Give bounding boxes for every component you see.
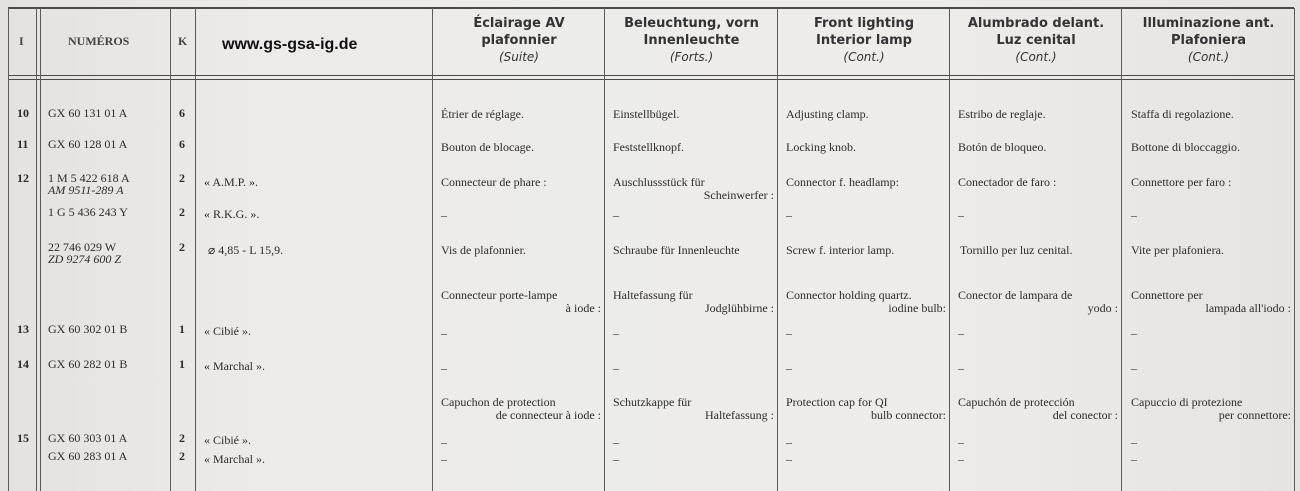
quantity: 2 — [179, 449, 185, 463]
row-index: 14 — [17, 357, 29, 371]
header-en — [779, 15, 949, 66]
col-rule-left — [8, 8, 9, 491]
row-index: 10 — [17, 106, 29, 120]
desc-en: Connector f. headlamp: — [786, 175, 899, 189]
variant: « A.M.P. ». — [204, 175, 259, 189]
desc-it: Bottone di bloccaggio. — [1131, 140, 1240, 154]
quantity: 2 — [179, 240, 185, 254]
part-number: GX 60 303 01 A — [48, 431, 128, 445]
desc-it: Staffa di regolazione. — [1131, 107, 1234, 121]
variant: « Marchal ». — [204, 452, 265, 466]
header-it — [1123, 15, 1294, 66]
dash-es: – — [958, 452, 964, 466]
desc-de-line2: Haltefassung : — [705, 408, 774, 422]
desc-es: Botón de bloqueo. — [958, 140, 1047, 154]
dash-es: – — [958, 361, 964, 375]
desc-fr: Connecteur de phare : — [441, 175, 547, 189]
desc-es-line2: del conector : — [1052, 408, 1118, 422]
header-it-sub: (Cont.) — [1187, 50, 1230, 64]
desc-en-line2: bulb connector: — [871, 408, 946, 422]
dash-it: – — [1131, 326, 1137, 340]
desc-it: Vite per plafoniera. — [1131, 243, 1224, 257]
header-it-line2: Plafoniera — [1170, 33, 1247, 48]
part-number: 1 M 5 422 618 A — [48, 171, 130, 185]
dash-de: – — [613, 452, 619, 466]
header-de-line1: Beleuchtung, vorn — [624, 16, 759, 31]
desc-de: Auschlussstück für — [613, 175, 705, 189]
dash-de: – — [613, 435, 619, 449]
desc-fr: Connecteur porte-lampe — [441, 288, 558, 302]
desc-fr: Bouton de blocage. — [441, 140, 534, 154]
header-bottom-rule — [8, 75, 1294, 80]
header-fr-line1: Éclairage AV — [473, 16, 565, 31]
variant: « Cibié ». — [204, 433, 251, 447]
part-number: GX 60 283 01 A — [48, 449, 128, 463]
desc-en-line2: iodine bulb: — [888, 301, 946, 315]
part-number: GX 60 128 01 A — [48, 137, 128, 151]
desc-it: Capuccio di protezione — [1131, 395, 1243, 409]
desc-en: Locking knob. — [786, 140, 856, 154]
variant: « Marchal ». — [204, 359, 265, 373]
desc-es: Conectador de faro : — [958, 175, 1057, 189]
part-number: GX 60 282 01 B — [48, 357, 128, 371]
part-number-alt: ZD 9274 600 Z — [48, 252, 122, 266]
dash-es: – — [958, 208, 964, 222]
desc-es-line2: yodo : — [1087, 301, 1118, 315]
desc-es: Estribo de reglaje. — [958, 107, 1046, 121]
desc-it: Connettore per — [1131, 288, 1203, 302]
col-rule-es — [1121, 8, 1122, 491]
row-index: 12 — [17, 171, 29, 185]
header-es-line1: Alumbrado delant. — [967, 16, 1105, 31]
table-top-rule — [8, 7, 1294, 9]
dash-en: – — [786, 452, 792, 466]
header-numbers: NUMÉROS — [68, 34, 130, 48]
part-number: GX 60 131 01 A — [48, 106, 128, 120]
col-rule-k — [195, 8, 196, 491]
dash-es: – — [958, 326, 964, 340]
header-fr — [434, 15, 604, 66]
desc-en: Protection cap for QI — [786, 395, 888, 409]
row-index: 13 — [17, 322, 29, 336]
dash-fr: – — [441, 435, 447, 449]
quantity: 6 — [179, 137, 185, 151]
dash-it: – — [1131, 361, 1137, 375]
header-k: K — [178, 34, 188, 48]
header-de-sub: (Forts.) — [669, 50, 714, 64]
part-number: GX 60 302 01 B — [48, 322, 128, 336]
header-es — [951, 15, 1121, 66]
desc-it: Connettore per faro : — [1131, 175, 1232, 189]
desc-es: Conector de lampara de — [958, 288, 1073, 302]
dash-en: – — [786, 326, 792, 340]
variant: « Cibié ». — [204, 324, 251, 338]
dash-en: – — [786, 435, 792, 449]
desc-fr: Capuchon de protection — [441, 395, 556, 409]
dash-fr: – — [441, 326, 447, 340]
header-de — [606, 15, 777, 66]
dash-fr: – — [441, 361, 447, 375]
quantity: 1 — [179, 322, 185, 336]
row-index: 15 — [17, 431, 29, 445]
part-number: 1 G 5 436 243 Y — [48, 205, 128, 219]
col-rule-index — [36, 8, 41, 491]
col-rule-variant — [432, 8, 433, 491]
quantity: 1 — [179, 357, 185, 371]
desc-en: Connector holding quartz. — [786, 288, 912, 302]
desc-de: Schutzkappe für — [613, 395, 692, 409]
col-rule-de — [777, 8, 778, 491]
header-es-line2: Luz cenital — [996, 33, 1076, 48]
dash-it: – — [1131, 452, 1137, 466]
col-rule-fr — [604, 8, 605, 491]
desc-fr-line2: à iode : — [565, 301, 601, 315]
desc-fr: Vis de plafonnier. — [441, 243, 526, 257]
quantity: 2 — [179, 171, 185, 185]
dash-it: – — [1131, 435, 1137, 449]
col-rule-numbers — [170, 8, 171, 491]
header-en-line1: Front lighting — [813, 16, 915, 31]
dash-es: – — [958, 435, 964, 449]
desc-es: Capuchón de protección — [958, 395, 1075, 409]
desc-de: Schraube für Innenleuchte — [613, 243, 740, 257]
header-en-sub: (Cont.) — [843, 50, 885, 64]
desc-it-line2: lampada all'iodo : — [1205, 301, 1291, 315]
dash-en: – — [786, 208, 792, 222]
header-index: I — [19, 34, 24, 48]
desc-en: Adjusting clamp. — [786, 107, 869, 121]
part-number-alt: AM 9511-289 A — [48, 183, 124, 197]
header-fr-line2: plafonnier — [481, 33, 557, 48]
quantity: 2 — [179, 431, 185, 445]
header-it-line1: Illuminazione ant. — [1142, 16, 1275, 31]
desc-es: Tornillo per luz cenital. — [960, 243, 1073, 257]
dash-en: – — [786, 361, 792, 375]
desc-de: Haltefassung für — [613, 288, 693, 302]
header-fr-sub: (Suite) — [498, 50, 539, 64]
watermark-url: www.gs-gsa-ig.de — [222, 36, 358, 53]
header-en-line2: Interior lamp — [816, 33, 912, 48]
quantity: 6 — [179, 106, 185, 120]
col-rule-right — [1294, 8, 1295, 491]
variant: « R.K.G. ». — [204, 207, 260, 221]
desc-de-line2: Scheinwerfer : — [703, 188, 774, 202]
desc-de: Einstellbügel. — [613, 107, 680, 121]
dash-de: – — [613, 326, 619, 340]
desc-de: Feststellknopf. — [613, 140, 684, 154]
desc-en: Screw f. interior lamp. — [786, 243, 895, 257]
desc-fr: Étrier de réglage. — [441, 107, 524, 121]
desc-fr-line2: de connecteur à iode : — [495, 408, 601, 422]
dash-fr: – — [441, 208, 447, 222]
header-es-sub: (Cont.) — [1015, 50, 1057, 64]
header-de-line2: Innenleuchte — [643, 33, 740, 48]
row-index: 11 — [17, 137, 29, 151]
col-rule-en — [949, 8, 950, 491]
dash-de: – — [613, 361, 619, 375]
dash-de: – — [613, 208, 619, 222]
part-number: 22 746 029 W — [48, 240, 117, 254]
variant: ⌀ 4,85 - L 15,9. — [208, 243, 284, 257]
desc-de-line2: Jodglühbirne : — [705, 301, 774, 315]
dash-it: – — [1131, 208, 1137, 222]
quantity: 2 — [179, 205, 185, 219]
dash-fr: – — [441, 452, 447, 466]
desc-it-line2: per connettore: — [1218, 408, 1291, 422]
